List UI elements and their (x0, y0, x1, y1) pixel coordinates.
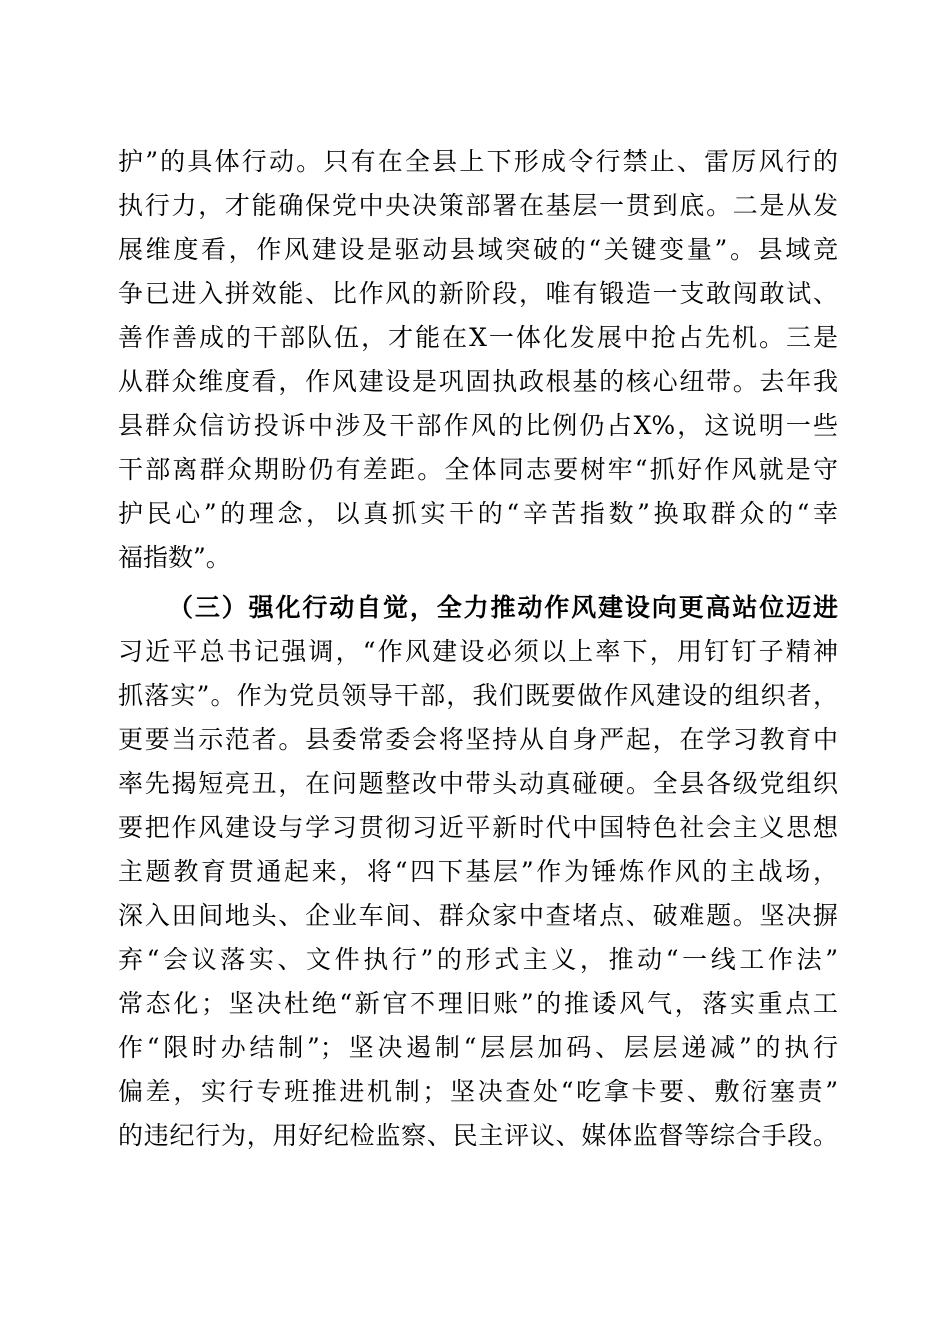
text-line: 展维度看，作风建设是驱动县域突破的“关键变量”。县域竞 (118, 235, 838, 264)
text-line: 争已进入拼效能、比作风的新阶段，唯有锻造一支敢闯敢试、 (118, 279, 838, 308)
text-line: 的违纪行为，用好纪检监察、民主评议、媒体监督等综合手段。 (118, 1121, 838, 1150)
text-line: 习近平总书记强调，“作风建设必须以上率下，用钉钉子精神 (118, 637, 838, 666)
text-line: 常态化；坚决杜绝“新官不理旧账”的推诿风气，落实重点工 (118, 989, 838, 1018)
text-line: 干部离群众期盼仍有差距。全体同志要树牢“抓好作风就是守 (118, 455, 838, 484)
text-line: 从群众维度看，作风建设是巩固执政根基的核心纽带。去年我 (118, 367, 838, 396)
text-line: 偏差，实行专班推进机制；坚决查处“吃拿卡要、敷衍塞责” (118, 1077, 838, 1106)
section-heading: （三）强化行动自觉，全力推动作风建设向更高站位迈进 (168, 593, 838, 622)
text-line: 护民心”的理念，以真抓实干的“辛苦指数”换取群众的“幸 (118, 499, 838, 528)
text-line: 更要当示范者。县委常委会将坚持从自身严起，在学习教育中 (118, 725, 838, 754)
text-line: 县群众信访投诉中涉及干部作风的比例仍占X%，这说明一些 (118, 411, 838, 440)
text-line: 率先揭短亮丑，在问题整改中带头动真碰硬。全县各级党组织 (118, 769, 838, 798)
text-line: 执行力，才能确保党中央决策部署在基层一贯到底。二是从发 (118, 191, 838, 220)
text-line: 作“限时办结制”；坚决遏制“层层加码、层层递减”的执行 (118, 1033, 838, 1062)
text-line: 善作善成的干部队伍，才能在X一体化发展中抢占先机。三是 (118, 323, 838, 352)
text-line: 要把作风建设与学习贯彻习近平新时代中国特色社会主义思想 (118, 813, 838, 842)
text-line: 抓落实”。作为党员领导干部，我们既要做作风建设的组织者， (118, 681, 838, 710)
text-line: 福指数”。 (118, 543, 231, 572)
text-line: 深入田间地头、企业车间、群众家中查堵点、破难题。坚决摒 (118, 901, 838, 930)
text-line: 弃“会议落实、文件执行”的形式主义，推动“一线工作法” (118, 945, 838, 974)
text-line: 护”的具体行动。只有在全县上下形成令行禁止、雷厉风行的 (118, 147, 838, 176)
text-line: 主题教育贯通起来，将“四下基层”作为锤炼作风的主战场， (118, 857, 838, 886)
